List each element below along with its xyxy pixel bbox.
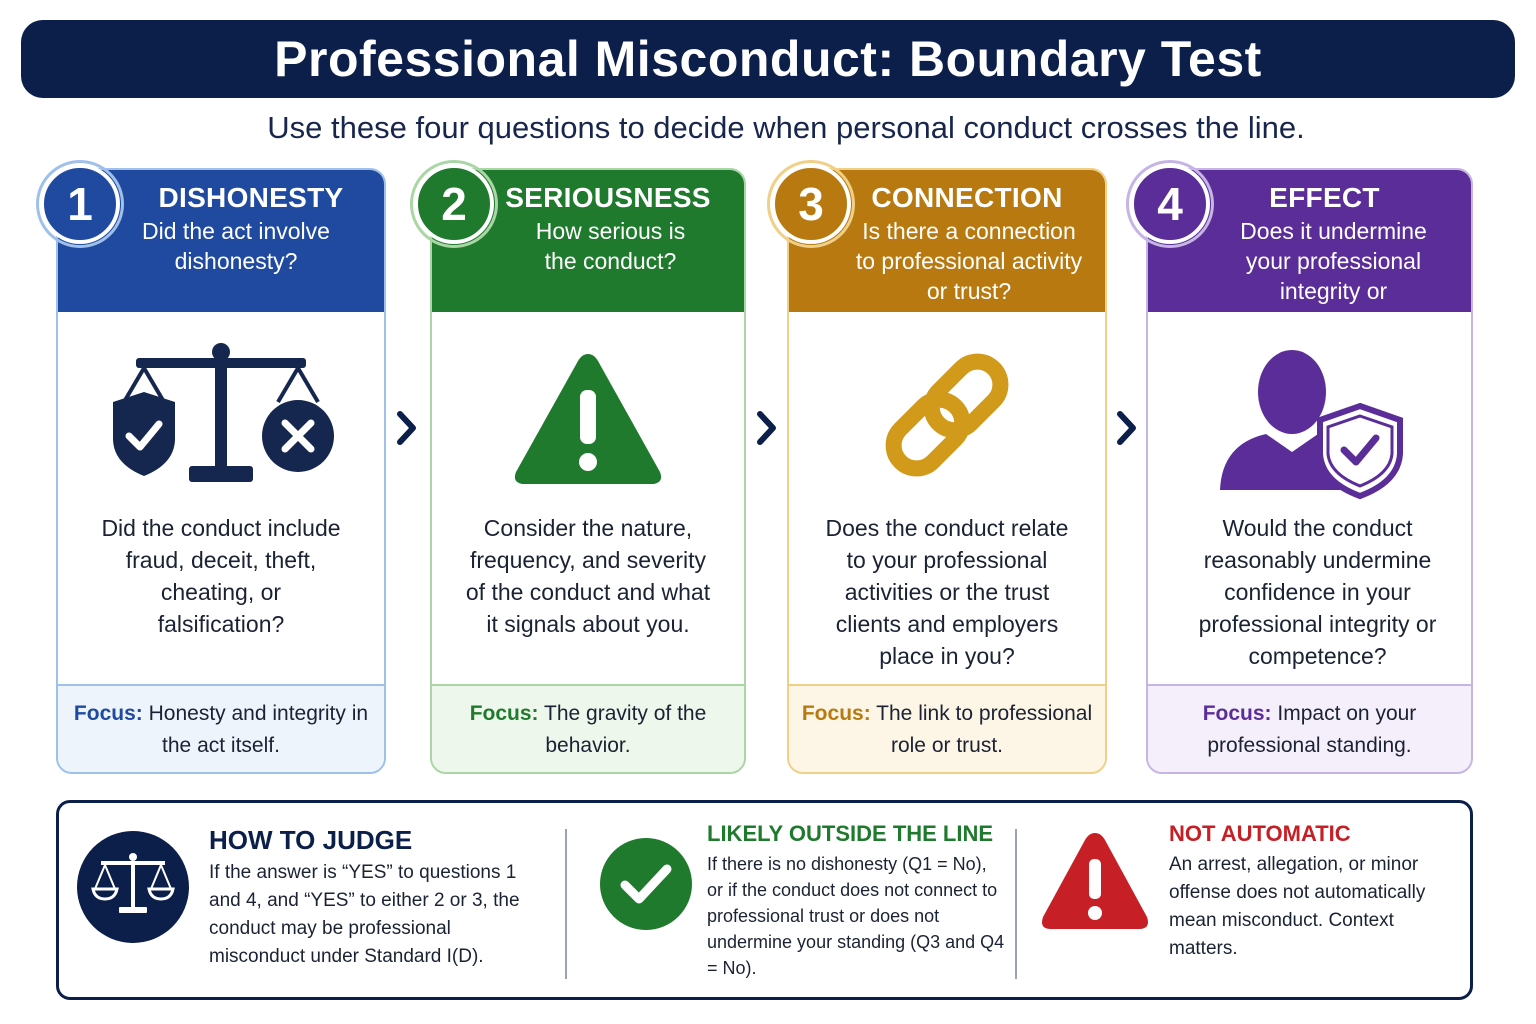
chevron-right-icon [1116,408,1138,448]
not-automatic-title: NOT AUTOMATIC [1169,821,1351,846]
likely-outside-text: If there is no dishonesty (Q1 = No), or if the conduct does not connect to professional trust or does not undermine your standing (Q3 and Q4 = No). [707,854,1005,978]
chain-link-icon [789,340,1105,500]
focus-text: Honesty and integrity in the act itself. [148,702,369,757]
step-number-badge: 4 [1130,164,1210,244]
how-to-judge-text: If the answer is “YES” to questions 1 and 4, and “YES” to either 2 or 3, the conduct may be professional misconduct under Standard I(D). [209,862,520,967]
card-connection [787,168,1107,774]
card-question: Does it undermine your professional integrity or [1240,218,1427,304]
card-focus [1148,684,1471,772]
chevron-right-icon [756,408,778,448]
card-focus [789,684,1105,772]
card-focus [58,684,384,772]
card-body [1148,312,1471,686]
step-number-badge: 2 [414,164,494,244]
balance-scale-icon [75,829,191,945]
focus-label: Focus: [801,702,871,725]
step-number-badge: 1 [40,164,120,244]
focus-text: Impact on your professional standing. [1207,702,1417,757]
card-description: Would the conduct reasonably undermine confidence in your professional integrity or competence? [1198,515,1437,669]
card-description: Did the conduct include fraud, deceit, theft, cheating, or falsification? [101,515,341,637]
balance-scale-check-x-icon [58,340,384,500]
focus-label: Focus: [1202,702,1272,725]
title-banner [21,20,1515,98]
card-title: SERIOUSNESS [505,182,711,213]
card-description: Does the conduct relate to your professional activities or the trust clients and employers place in you? [825,515,1069,669]
warning-triangle-icon [1039,829,1151,933]
how-to-judge-title: HOW TO JUDGE [209,825,413,855]
card-seriousness [430,168,746,774]
card-question: How serious is the conduct? [535,218,686,274]
card-body [432,312,744,686]
not-automatic-text: An arrest, allegation, or minor offense does not automatically mean misconduct. Context matters. [1169,854,1426,959]
card-title: CONNECTION [871,182,1063,213]
card-question: Is there a connection to professional activity or trust? [855,218,1083,304]
focus-text: The link to professional role or trust. [876,702,1093,757]
card-body [58,312,384,686]
card-body [789,312,1105,686]
step-number-badge: 3 [771,164,851,244]
card-title: DISHONESTY [158,182,344,213]
page-title: Professional Misconduct: Boundary Test [274,31,1262,87]
card-title: EFFECT [1269,182,1380,213]
card-question: Did the act involve dishonesty? [142,218,330,274]
chevron-right-icon [396,408,418,448]
page-subtitle: Use these four questions to decide when personal conduct crosses the line. [267,110,1305,145]
warning-triangle-icon [432,340,744,500]
checkmark-circle-icon [599,837,693,931]
divider [1015,829,1017,979]
focus-label: Focus: [469,702,539,725]
focus-text: The gravity of the behavior. [544,702,707,757]
card-focus [432,684,744,772]
card-description: Consider the nature, frequency, and severity of the conduct and what it signals about you. [465,515,711,637]
person-shield-icon [1148,340,1471,500]
card-dishonesty [56,168,386,774]
divider [565,829,567,979]
judgment-summary-box [56,800,1473,1000]
card-effect [1146,168,1473,774]
focus-label: Focus: [73,702,143,725]
likely-outside-title: LIKELY OUTSIDE THE LINE [707,821,994,846]
